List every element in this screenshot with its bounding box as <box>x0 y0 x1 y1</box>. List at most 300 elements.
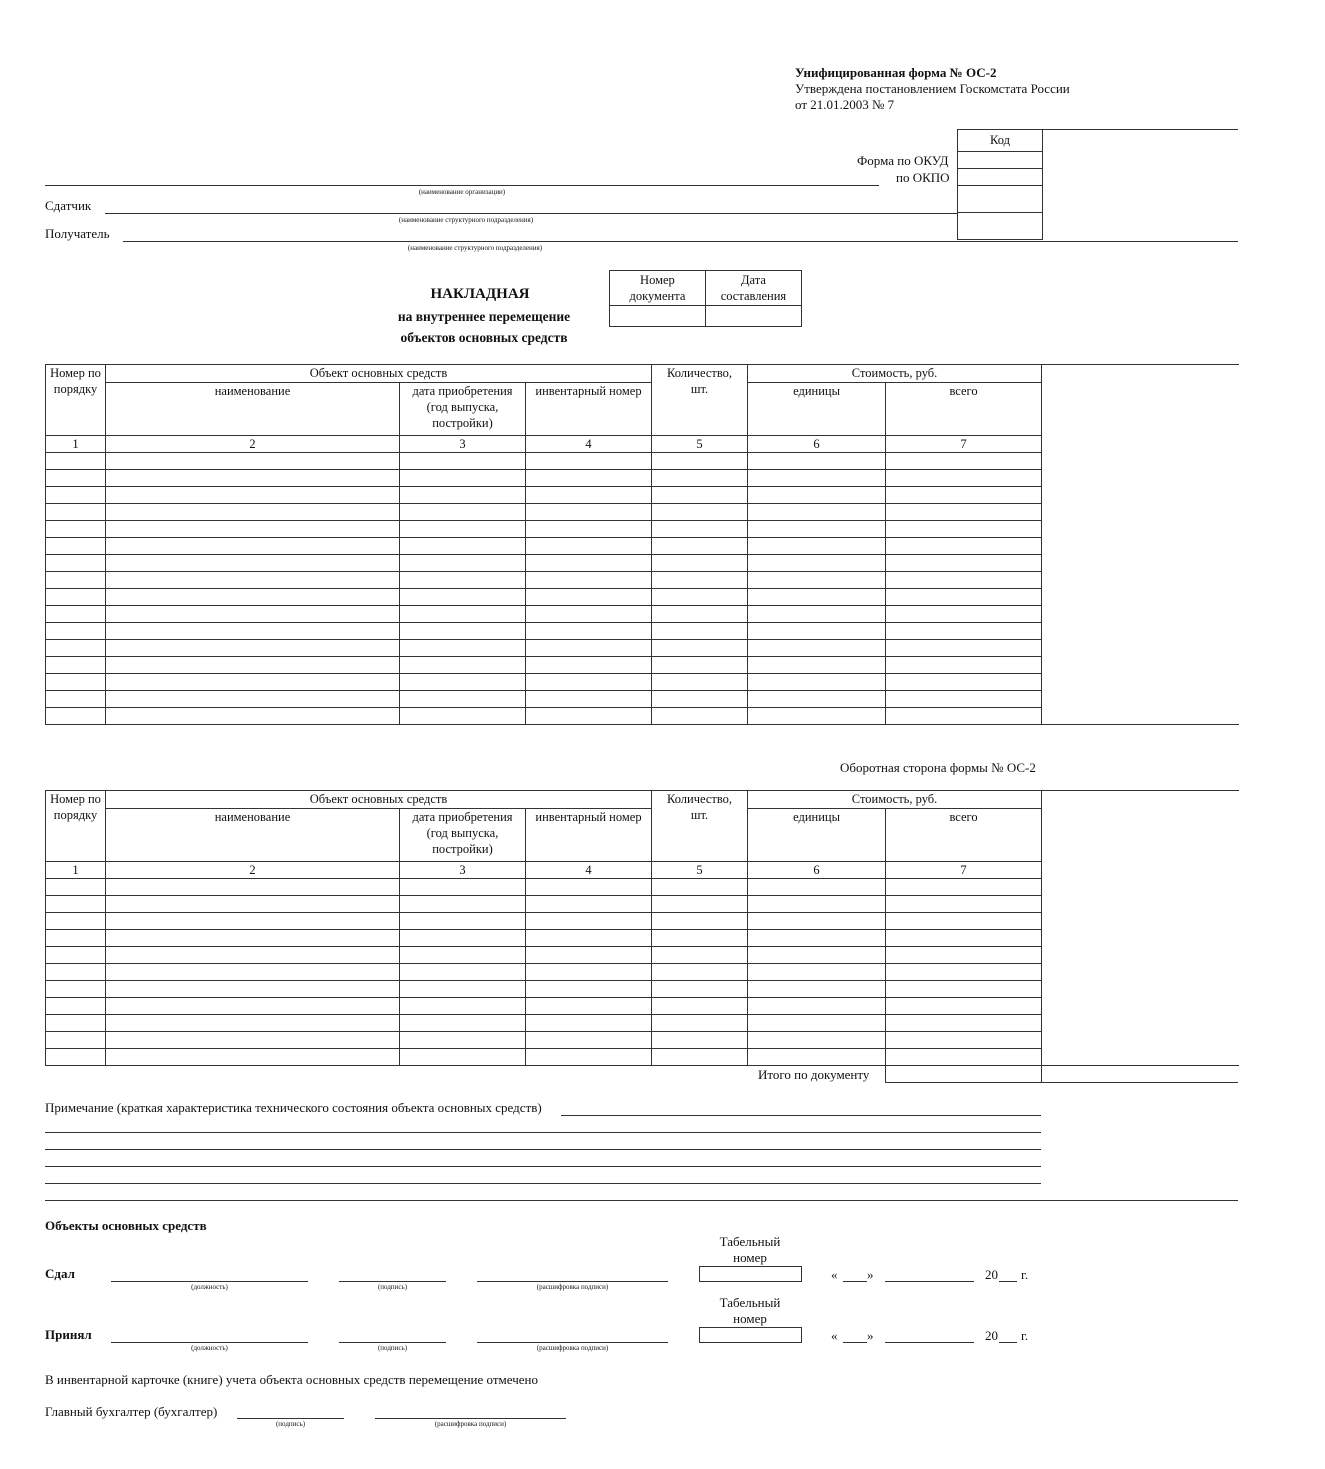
received-label: Принял <box>45 1327 92 1342</box>
table-cell[interactable] <box>46 521 106 538</box>
table-cell[interactable] <box>886 453 1042 470</box>
table-cell[interactable] <box>748 521 886 538</box>
table-row <box>46 470 1239 487</box>
table-cell[interactable] <box>652 964 748 981</box>
table-cell[interactable] <box>46 470 106 487</box>
table-cell[interactable] <box>106 470 400 487</box>
handed-tab-number-box[interactable] <box>699 1266 802 1282</box>
table-margin <box>1042 606 1239 623</box>
table-cell[interactable] <box>46 555 106 572</box>
table-cell[interactable] <box>400 623 526 640</box>
table-cell[interactable] <box>652 623 748 640</box>
table-cell[interactable] <box>526 896 652 913</box>
table-cell[interactable] <box>46 708 106 725</box>
table-cell[interactable] <box>400 521 526 538</box>
table-cell[interactable] <box>652 1032 748 1049</box>
table-cell[interactable] <box>400 555 526 572</box>
table-cell[interactable] <box>526 1015 652 1032</box>
sender-line[interactable] <box>105 213 957 214</box>
table-cell[interactable] <box>106 879 400 896</box>
table-cell[interactable] <box>748 453 886 470</box>
col-header-quantity: Количество, шт. <box>652 791 748 862</box>
org-name-line[interactable] <box>45 185 879 186</box>
table-cell[interactable] <box>46 947 106 964</box>
received-day-line[interactable] <box>843 1342 867 1343</box>
table-cell[interactable] <box>106 1015 400 1032</box>
table-margin <box>1042 521 1239 538</box>
table-cell[interactable] <box>886 947 1042 964</box>
table-cell[interactable] <box>886 913 1042 930</box>
table-row <box>46 947 1239 964</box>
table-cell[interactable] <box>46 998 106 1015</box>
table-cell[interactable] <box>886 606 1042 623</box>
table-cell[interactable] <box>106 947 400 964</box>
table-cell[interactable] <box>748 640 886 657</box>
table-cell[interactable] <box>400 538 526 555</box>
col-header-name: наименование <box>106 809 400 862</box>
table-cell[interactable] <box>106 981 400 998</box>
table-cell[interactable] <box>652 589 748 606</box>
doc-subtitle-2: объектов основных средств <box>400 330 568 345</box>
table-cell[interactable] <box>886 708 1042 725</box>
table-cell[interactable] <box>400 606 526 623</box>
table-cell[interactable] <box>106 708 400 725</box>
table-cell[interactable] <box>652 896 748 913</box>
table-cell[interactable] <box>46 589 106 606</box>
table-margin <box>1042 1049 1239 1066</box>
table-cell[interactable] <box>748 1049 886 1066</box>
table-cell[interactable] <box>886 623 1042 640</box>
table-cell[interactable] <box>748 674 886 691</box>
table-cell[interactable] <box>400 964 526 981</box>
table-cell[interactable] <box>46 981 106 998</box>
table-cell[interactable] <box>526 504 652 521</box>
table-cell[interactable] <box>652 470 748 487</box>
table-cell[interactable] <box>400 998 526 1015</box>
table-cell[interactable] <box>748 913 886 930</box>
table-cell[interactable] <box>106 504 400 521</box>
col-header-date: дата приобретения (год выпуска, постройки) <box>400 383 526 436</box>
table-cell[interactable] <box>46 1032 106 1049</box>
col-number-3: 3 <box>400 436 526 453</box>
table-cell[interactable] <box>106 1032 400 1049</box>
table-cell[interactable] <box>526 981 652 998</box>
table-cell[interactable] <box>46 538 106 555</box>
table-cell[interactable] <box>106 521 400 538</box>
table-margin <box>1042 708 1239 725</box>
table-cell[interactable] <box>46 879 106 896</box>
received-position-line[interactable] <box>111 1342 308 1343</box>
received-year-line[interactable] <box>999 1342 1017 1343</box>
received-signature-line[interactable] <box>339 1342 446 1343</box>
org-name-caption: (наименование организации) <box>418 188 506 196</box>
table-cell[interactable] <box>748 1015 886 1032</box>
table-cell[interactable] <box>526 674 652 691</box>
col-number-1: 1 <box>46 436 106 453</box>
table-cell[interactable] <box>526 606 652 623</box>
table-cell[interactable] <box>652 606 748 623</box>
table-cell[interactable] <box>46 640 106 657</box>
col-header-inventory: инвентарный номер <box>526 809 652 862</box>
table-cell[interactable] <box>886 964 1042 981</box>
note-line-1[interactable] <box>561 1115 1041 1116</box>
col-number-2: 2 <box>106 436 400 453</box>
table-cell[interactable] <box>106 930 400 947</box>
table-cell[interactable] <box>886 470 1042 487</box>
table-cell[interactable] <box>886 674 1042 691</box>
table-margin <box>1042 623 1239 640</box>
note-label: Примечание (краткая характеристика технического состояния объекта основных средств) <box>45 1100 542 1115</box>
table-margin <box>1042 504 1239 521</box>
table-cell[interactable] <box>748 623 886 640</box>
table-cell[interactable] <box>652 1015 748 1032</box>
okpo-code-cell[interactable] <box>958 169 1043 186</box>
handed-decode-caption: (расшифровка подписи) <box>536 1283 609 1291</box>
table-cell[interactable] <box>886 538 1042 555</box>
col-header-number: Номер по порядку <box>46 791 106 862</box>
table-cell[interactable] <box>400 981 526 998</box>
table-cell[interactable] <box>46 1015 106 1032</box>
table-cell[interactable] <box>106 691 400 708</box>
table-cell[interactable] <box>886 879 1042 896</box>
note-line-5[interactable] <box>45 1183 1041 1184</box>
table-cell[interactable] <box>886 657 1042 674</box>
table-cell[interactable] <box>886 1032 1042 1049</box>
table-cell[interactable] <box>526 555 652 572</box>
table-row <box>46 453 1239 470</box>
table-cell[interactable] <box>526 930 652 947</box>
table-cell[interactable] <box>106 640 400 657</box>
table-cell[interactable] <box>106 896 400 913</box>
table-cell[interactable] <box>400 572 526 589</box>
table-cell[interactable] <box>652 913 748 930</box>
table-cell[interactable] <box>526 913 652 930</box>
table-margin <box>1042 879 1239 896</box>
table-cell[interactable] <box>526 589 652 606</box>
table-cell[interactable] <box>526 998 652 1015</box>
col-number-1: 1 <box>46 862 106 879</box>
table-cell[interactable] <box>526 572 652 589</box>
table-row <box>46 623 1239 640</box>
table-cell[interactable] <box>748 981 886 998</box>
table-cell[interactable] <box>46 487 106 504</box>
table-cell[interactable] <box>106 913 400 930</box>
table-margin <box>1042 947 1239 964</box>
table-cell[interactable] <box>106 453 400 470</box>
table-cell[interactable] <box>46 623 106 640</box>
table-cell[interactable] <box>748 487 886 504</box>
handed-month-line[interactable] <box>885 1281 974 1282</box>
note-line-2[interactable] <box>45 1132 1041 1133</box>
table-cell[interactable] <box>748 879 886 896</box>
table-cell[interactable] <box>46 657 106 674</box>
col-header-unit-cost: единицы <box>748 383 886 436</box>
table-cell[interactable] <box>526 623 652 640</box>
table-cell[interactable] <box>886 930 1042 947</box>
table-cell[interactable] <box>526 879 652 896</box>
table-cell[interactable] <box>652 708 748 725</box>
table-margin <box>1042 453 1239 470</box>
table-cell[interactable] <box>886 1049 1042 1066</box>
table-cell[interactable] <box>106 538 400 555</box>
col-number-4: 4 <box>526 862 652 879</box>
total-row-extension <box>1042 1082 1238 1083</box>
handed-year-line[interactable] <box>999 1281 1017 1282</box>
table-cell[interactable] <box>886 589 1042 606</box>
table-cell[interactable] <box>400 1015 526 1032</box>
table-row <box>46 538 1239 555</box>
total-value-cell[interactable] <box>885 1065 1042 1083</box>
table-cell[interactable] <box>886 555 1042 572</box>
table-cell[interactable] <box>526 640 652 657</box>
table-cell[interactable] <box>886 487 1042 504</box>
table-cell[interactable] <box>46 1049 106 1066</box>
table-cell[interactable] <box>46 572 106 589</box>
receiver-code-cell[interactable] <box>958 213 1043 240</box>
table-cell[interactable] <box>400 1032 526 1049</box>
table-cell[interactable] <box>652 521 748 538</box>
table-cell[interactable] <box>400 453 526 470</box>
doc-number-date-box <box>609 270 802 327</box>
table-cell[interactable] <box>652 572 748 589</box>
okud-code-cell[interactable] <box>958 152 1043 169</box>
table-cell[interactable] <box>886 896 1042 913</box>
handed-label: Сдал <box>45 1266 75 1281</box>
sender-caption: (наименование структурного подразделения) <box>398 216 534 224</box>
table-cell[interactable] <box>106 674 400 691</box>
table-margin <box>1042 657 1239 674</box>
table-cell[interactable] <box>526 1049 652 1066</box>
table-cell[interactable] <box>106 555 400 572</box>
table-row <box>46 998 1239 1015</box>
received-quote-open: « <box>831 1328 838 1343</box>
code-header: Код <box>958 130 1043 152</box>
table-margin <box>1042 470 1239 487</box>
chief-accountant-decode-caption: (расшифровка подписи) <box>434 1420 507 1428</box>
table-margin <box>1042 964 1239 981</box>
chief-accountant-signature-caption: (подпись) <box>275 1420 306 1428</box>
table-cell[interactable] <box>400 879 526 896</box>
table-cell[interactable] <box>886 998 1042 1015</box>
sender-label: Сдатчик <box>45 198 92 213</box>
table-cell[interactable] <box>886 1015 1042 1032</box>
table-cell[interactable] <box>748 606 886 623</box>
table-cell[interactable] <box>748 691 886 708</box>
table-cell[interactable] <box>526 708 652 725</box>
table-cell[interactable] <box>46 504 106 521</box>
table-cell[interactable] <box>748 657 886 674</box>
table-cell[interactable] <box>106 657 400 674</box>
approval-date: от 21.01.2003 № 7 <box>795 97 895 112</box>
received-month-line[interactable] <box>885 1342 974 1343</box>
table-cell[interactable] <box>106 1049 400 1066</box>
table-cell[interactable] <box>46 896 106 913</box>
table-cell[interactable] <box>46 913 106 930</box>
handed-year-suffix: г. <box>1021 1267 1029 1282</box>
table-cell[interactable] <box>652 674 748 691</box>
doc-number-header: Номер документа <box>610 271 706 306</box>
table-row <box>46 981 1239 998</box>
table-cell[interactable] <box>400 470 526 487</box>
table-cell[interactable] <box>46 691 106 708</box>
table-cell[interactable] <box>46 674 106 691</box>
table-cell[interactable] <box>748 538 886 555</box>
col-header-unit-cost: единицы <box>748 809 886 862</box>
table-cell[interactable] <box>526 691 652 708</box>
table-cell[interactable] <box>46 453 106 470</box>
form-name: Унифицированная форма № ОС-2 <box>795 65 997 80</box>
table-cell[interactable] <box>106 487 400 504</box>
table-cell[interactable] <box>652 640 748 657</box>
table-cell[interactable] <box>400 487 526 504</box>
col-header-total-cost: всего <box>886 383 1042 436</box>
table-cell[interactable] <box>886 640 1042 657</box>
table-cell[interactable] <box>400 504 526 521</box>
handed-decode-line[interactable] <box>477 1281 668 1282</box>
table-margin <box>1042 930 1239 947</box>
table-cell[interactable] <box>886 504 1042 521</box>
table-cell[interactable] <box>652 998 748 1015</box>
table-cell[interactable] <box>526 521 652 538</box>
doc-date-header: Дата составления <box>705 271 801 306</box>
group-header-object: Объект основных средств <box>106 791 652 809</box>
table-cell[interactable] <box>106 964 400 981</box>
table-cell[interactable] <box>652 879 748 896</box>
table-row <box>46 1015 1239 1032</box>
doc-date-cell[interactable] <box>705 306 801 327</box>
table-cell[interactable] <box>748 947 886 964</box>
received-tab-number-box[interactable] <box>699 1327 802 1343</box>
table-cell[interactable] <box>400 640 526 657</box>
table-cell[interactable] <box>748 470 886 487</box>
table-cell[interactable] <box>748 998 886 1015</box>
table-cell[interactable] <box>886 521 1042 538</box>
col-number-6: 6 <box>748 862 886 879</box>
received-decode-line[interactable] <box>477 1342 668 1343</box>
chief-accountant-signature-line[interactable] <box>237 1418 344 1419</box>
table-cell[interactable] <box>46 606 106 623</box>
table-cell[interactable] <box>748 964 886 981</box>
table-margin <box>1042 555 1239 572</box>
table-row <box>46 1049 1239 1066</box>
note-line-4[interactable] <box>45 1166 1041 1167</box>
signatures-section-title: Объекты основных средств <box>45 1218 207 1233</box>
table-cell[interactable] <box>106 623 400 640</box>
handed-quote-close: » <box>867 1267 874 1282</box>
table-cell[interactable] <box>526 470 652 487</box>
table-cell[interactable] <box>886 691 1042 708</box>
table-cell[interactable] <box>400 657 526 674</box>
col-number-6: 6 <box>748 436 886 453</box>
group-header-cost: Стоимость, руб. <box>748 791 1042 809</box>
table-cell[interactable] <box>526 947 652 964</box>
table-row <box>46 930 1239 947</box>
table-cell[interactable] <box>400 947 526 964</box>
okpo-label: по ОКПО <box>896 170 950 185</box>
table-cell[interactable] <box>400 930 526 947</box>
table-row <box>46 504 1239 521</box>
table-row <box>46 879 1239 896</box>
table-cell[interactable] <box>652 487 748 504</box>
col-header-number: Номер по порядку <box>46 365 106 436</box>
table-cell[interactable] <box>652 657 748 674</box>
table-cell[interactable] <box>400 674 526 691</box>
table-cell[interactable] <box>400 896 526 913</box>
table-cell[interactable] <box>526 964 652 981</box>
table-cell[interactable] <box>46 930 106 947</box>
group-header-cost: Стоимость, руб. <box>748 365 1042 383</box>
table-cell[interactable] <box>748 572 886 589</box>
table-cell[interactable] <box>748 504 886 521</box>
table-cell[interactable] <box>400 589 526 606</box>
note-line-3[interactable] <box>45 1149 1041 1150</box>
table-cell[interactable] <box>526 657 652 674</box>
table-cell[interactable] <box>652 1049 748 1066</box>
table-cell[interactable] <box>748 896 886 913</box>
table-cell[interactable] <box>400 913 526 930</box>
receiver-line[interactable] <box>123 241 957 242</box>
table-cell[interactable] <box>748 1032 886 1049</box>
chief-accountant-decode-line[interactable] <box>375 1418 566 1419</box>
table-cell[interactable] <box>400 691 526 708</box>
handed-signature-line[interactable] <box>339 1281 446 1282</box>
table-cell[interactable] <box>652 538 748 555</box>
reverse-side-label: Оборотная сторона формы № ОС-2 <box>840 760 1036 775</box>
table-cell[interactable] <box>652 930 748 947</box>
table-cell[interactable] <box>106 606 400 623</box>
code-box <box>957 129 1043 240</box>
table-margin <box>1042 896 1239 913</box>
table-cell[interactable] <box>652 691 748 708</box>
table-cell[interactable] <box>526 453 652 470</box>
table-cell[interactable] <box>748 930 886 947</box>
table-cell[interactable] <box>46 964 106 981</box>
table-cell[interactable] <box>106 572 400 589</box>
table-cell[interactable] <box>886 981 1042 998</box>
sender-code-cell[interactable] <box>958 186 1043 213</box>
table-cell[interactable] <box>652 453 748 470</box>
table-cell[interactable] <box>748 708 886 725</box>
received-tab-number-label: Табельный <box>719 1295 781 1310</box>
table-cell[interactable] <box>652 947 748 964</box>
col-number-5: 5 <box>652 436 748 453</box>
col-number-7: 7 <box>886 436 1042 453</box>
handed-position-line[interactable] <box>111 1281 308 1282</box>
chief-accountant-label: Главный бухгалтер (бухгалтер) <box>45 1404 218 1419</box>
table-cell[interactable] <box>400 1049 526 1066</box>
table-cell[interactable] <box>748 555 886 572</box>
table-cell[interactable] <box>652 981 748 998</box>
table-cell[interactable] <box>526 538 652 555</box>
table-cell[interactable] <box>106 589 400 606</box>
table-row <box>46 657 1239 674</box>
table-cell[interactable] <box>652 504 748 521</box>
table-cell[interactable] <box>652 555 748 572</box>
handed-day-line[interactable] <box>843 1281 867 1282</box>
table-margin <box>1042 998 1239 1015</box>
table-cell[interactable] <box>886 572 1042 589</box>
doc-number-cell[interactable] <box>610 306 706 327</box>
table-cell[interactable] <box>748 589 886 606</box>
table-row <box>46 521 1239 538</box>
table-margin <box>1042 487 1239 504</box>
table-cell[interactable] <box>106 998 400 1015</box>
table-cell[interactable] <box>526 487 652 504</box>
table-cell[interactable] <box>400 708 526 725</box>
table-cell[interactable] <box>526 1032 652 1049</box>
table-margin <box>1042 674 1239 691</box>
received-year-suffix: г. <box>1021 1328 1029 1343</box>
